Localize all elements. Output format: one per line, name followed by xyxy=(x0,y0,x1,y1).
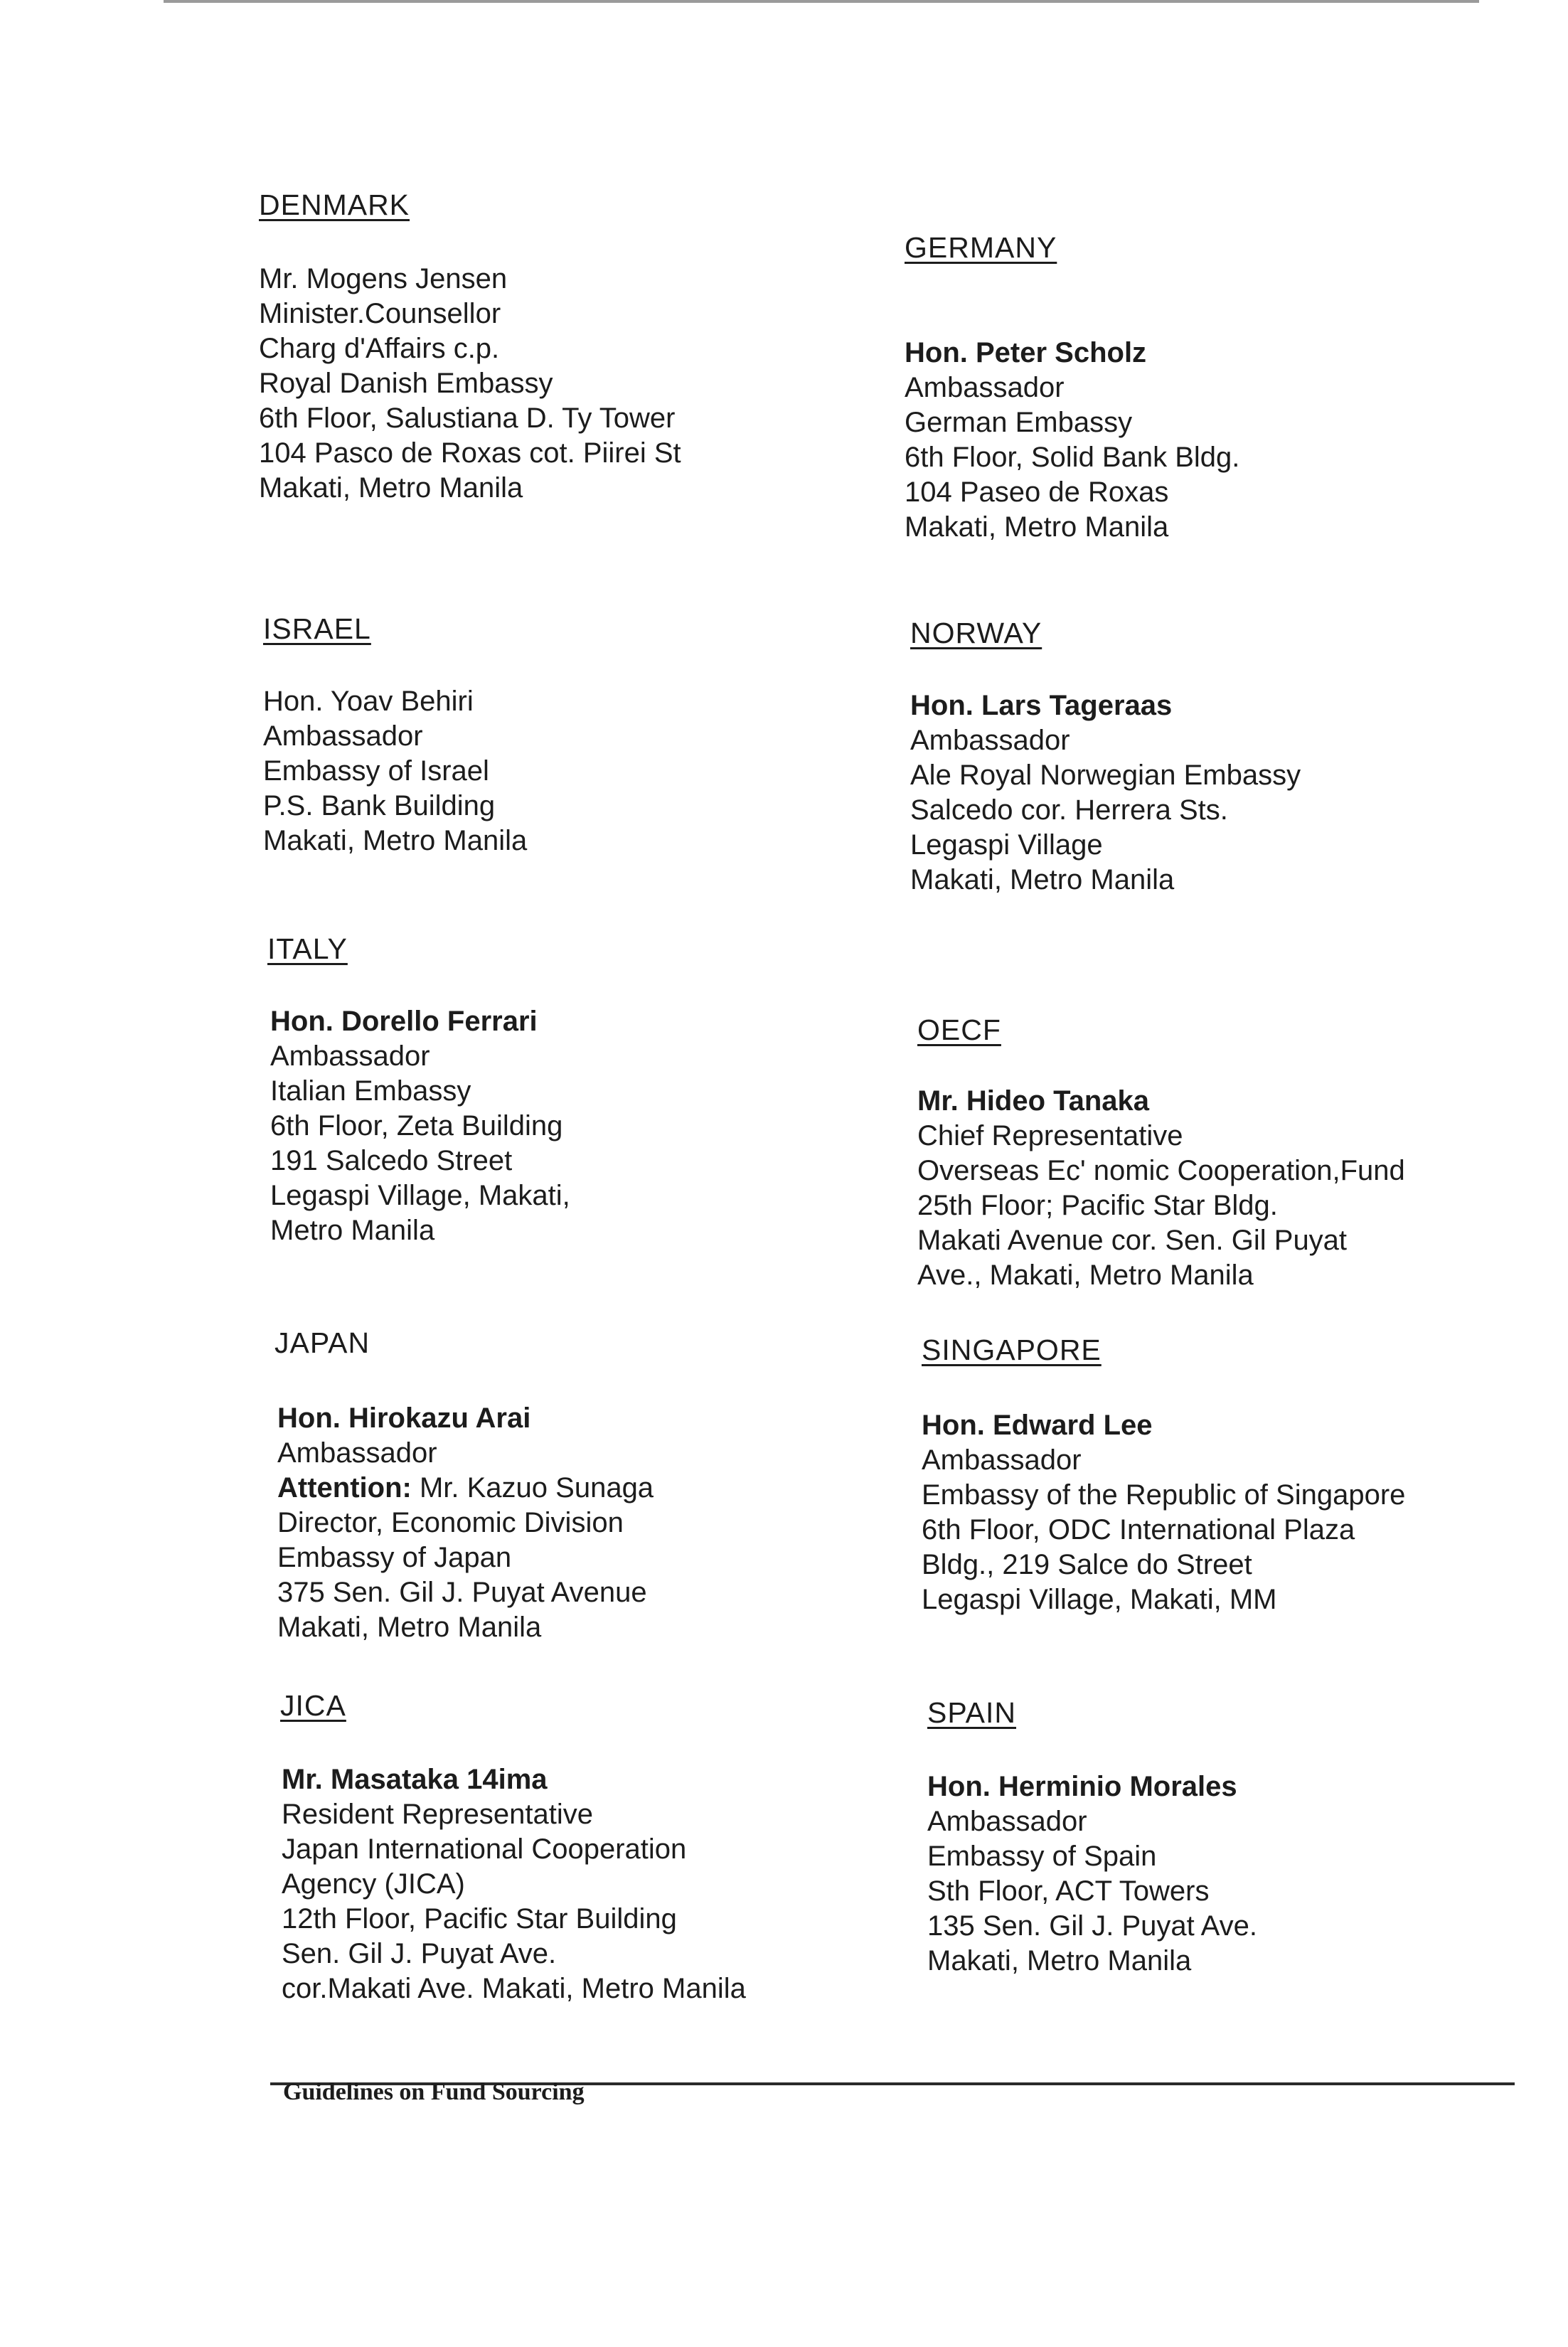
address-block-israel xyxy=(263,684,527,858)
contact-title: Director, Economic Division xyxy=(277,1507,624,1538)
contact-title: Ambassador xyxy=(270,1041,430,1072)
address-line: 375 Sen. Gil J. Puyat Avenue xyxy=(277,1577,647,1608)
address-line: 191 Salcedo Street xyxy=(270,1145,513,1176)
address-line: Makati, Metro Manila xyxy=(277,1612,542,1643)
contact-name: Mr. Mogens Jensen xyxy=(259,263,508,294)
address-block-spain xyxy=(927,1769,1257,1979)
address-line: P.S. Bank Building xyxy=(263,790,496,821)
footer-title: Guidelines on Fund Sourcing xyxy=(283,2079,585,2105)
address-line: Salcedo cor. Herrera Sts. xyxy=(910,794,1228,826)
contact-name: Hon. Dorello Ferrari xyxy=(270,1006,538,1037)
address-line: 12th Floor, Pacific Star Building xyxy=(282,1903,677,1934)
country-heading-israel: ISRAEL xyxy=(263,612,371,645)
address-line: 104 Paseo de Roxas xyxy=(905,477,1169,508)
organization: Embassy of the Republic of Singapore xyxy=(922,1479,1406,1511)
address-line: Ave., Makati, Metro Manila xyxy=(917,1260,1254,1291)
attention-line xyxy=(277,1471,654,1506)
address-line: Makati, Metro Manila xyxy=(910,864,1175,895)
contact-name: Hon. Yoav Behiri xyxy=(263,686,474,717)
contact-name: Hon. Hirokazu Arai xyxy=(277,1403,531,1434)
address-block-singapore xyxy=(922,1408,1405,1617)
address-block-germany xyxy=(905,336,1239,545)
contact-title: Minister.Counsellor xyxy=(259,298,501,329)
contact-name: Hon. Peter Scholz xyxy=(905,337,1147,368)
address-line: Metro Manila xyxy=(270,1215,435,1246)
organization: Embassy of Spain xyxy=(927,1841,1157,1872)
address-line: Sth Floor, ACT Towers xyxy=(927,1875,1210,1907)
attention-label: Attention: xyxy=(277,1472,412,1504)
organization: Embassy of Israel xyxy=(263,755,489,787)
country-heading-norway: NORWAY xyxy=(910,617,1042,649)
attention-value: Mr. Kazuo Sunaga xyxy=(419,1472,654,1504)
address-block-japan xyxy=(277,1401,654,1645)
address-line: 6th Floor, Zeta Building xyxy=(270,1110,563,1141)
country-heading-denmark: DENMARK xyxy=(259,188,410,221)
address-block-denmark xyxy=(259,262,681,506)
organization: Overseas Ec' nomic Cooperation,Fund xyxy=(917,1155,1405,1186)
contact-name: Hon. Lars Tageraas xyxy=(910,690,1173,721)
address-line: Makati, Metro Manila xyxy=(927,1945,1192,1976)
organization: Agency (JICA) xyxy=(282,1868,465,1900)
address-line: Bldg., 219 Salce do Street xyxy=(922,1549,1252,1580)
contact-title: Resident Representative xyxy=(282,1799,594,1830)
contact-title: Ambassador xyxy=(927,1806,1087,1837)
organization: Embassy of Japan xyxy=(277,1542,512,1573)
country-heading-jica: JICA xyxy=(280,1689,346,1722)
contact-title: Ambassador xyxy=(263,720,423,752)
country-heading-germany: GERMANY xyxy=(905,231,1057,264)
address-line: 6th Floor, Solid Bank Bldg. xyxy=(905,442,1240,473)
organization: German Embassy xyxy=(905,407,1133,438)
address-line: Sen. Gil J. Puyat Ave. xyxy=(282,1938,557,1969)
organization: Ale Royal Norwegian Embassy xyxy=(910,760,1301,791)
contact-title: Ambassador xyxy=(922,1444,1082,1476)
top-rule xyxy=(164,0,1479,3)
address-line: cor.Makati Ave. Makati, Metro Manila xyxy=(282,1973,746,2004)
address-line: Legaspi Village, Makati, xyxy=(270,1180,570,1211)
contact-name: Mr. Hideo Tanaka xyxy=(917,1085,1150,1117)
address-line: 6th Floor, Salustiana D. Ty Tower xyxy=(259,403,676,434)
address-line: Legaspi Village xyxy=(910,829,1103,861)
address-block-jica xyxy=(282,1762,746,2006)
contact-name: Hon. Herminio Morales xyxy=(927,1771,1237,1802)
country-heading-japan: JAPAN xyxy=(274,1326,370,1359)
address-line: 6th Floor, ODC International Plaza xyxy=(922,1514,1355,1545)
contact-name: Hon. Edward Lee xyxy=(922,1410,1153,1441)
contact-title: Ambassador xyxy=(905,372,1065,403)
address-block-italy xyxy=(270,1004,570,1248)
address-line: 135 Sen. Gil J. Puyat Ave. xyxy=(927,1910,1257,1942)
address-line: Makati, Metro Manila xyxy=(259,472,523,504)
address-line: Legaspi Village, Makati, MM xyxy=(922,1584,1277,1615)
contact-title: Ambassador xyxy=(277,1437,437,1469)
country-heading-oecf: OECF xyxy=(917,1013,1001,1046)
contact-title: Chief Representative xyxy=(917,1120,1183,1151)
address-line: 104 Pasco de Roxas cot. Piirei St xyxy=(259,437,681,469)
contact-title: Charg d'Affairs c.p. xyxy=(259,333,500,364)
address-line: Makati Avenue cor. Sen. Gil Puyat xyxy=(917,1225,1348,1256)
country-heading-italy: ITALY xyxy=(267,932,348,965)
contact-name: Mr. Masataka 14ima xyxy=(282,1764,548,1795)
country-heading-singapore: SINGAPORE xyxy=(922,1334,1102,1366)
organization: Italian Embassy xyxy=(270,1075,471,1107)
organization: Japan International Cooperation xyxy=(282,1834,687,1865)
address-block-oecf xyxy=(917,1084,1405,1293)
address-line: Makati, Metro Manila xyxy=(263,825,528,856)
contact-title: Ambassador xyxy=(910,725,1070,756)
address-line: 25th Floor; Pacific Star Bldg. xyxy=(917,1190,1278,1221)
address-line: Makati, Metro Manila xyxy=(905,511,1169,543)
address-block-norway xyxy=(910,688,1301,898)
country-heading-spain: SPAIN xyxy=(927,1696,1016,1729)
organization: Royal Danish Embassy xyxy=(259,368,553,399)
